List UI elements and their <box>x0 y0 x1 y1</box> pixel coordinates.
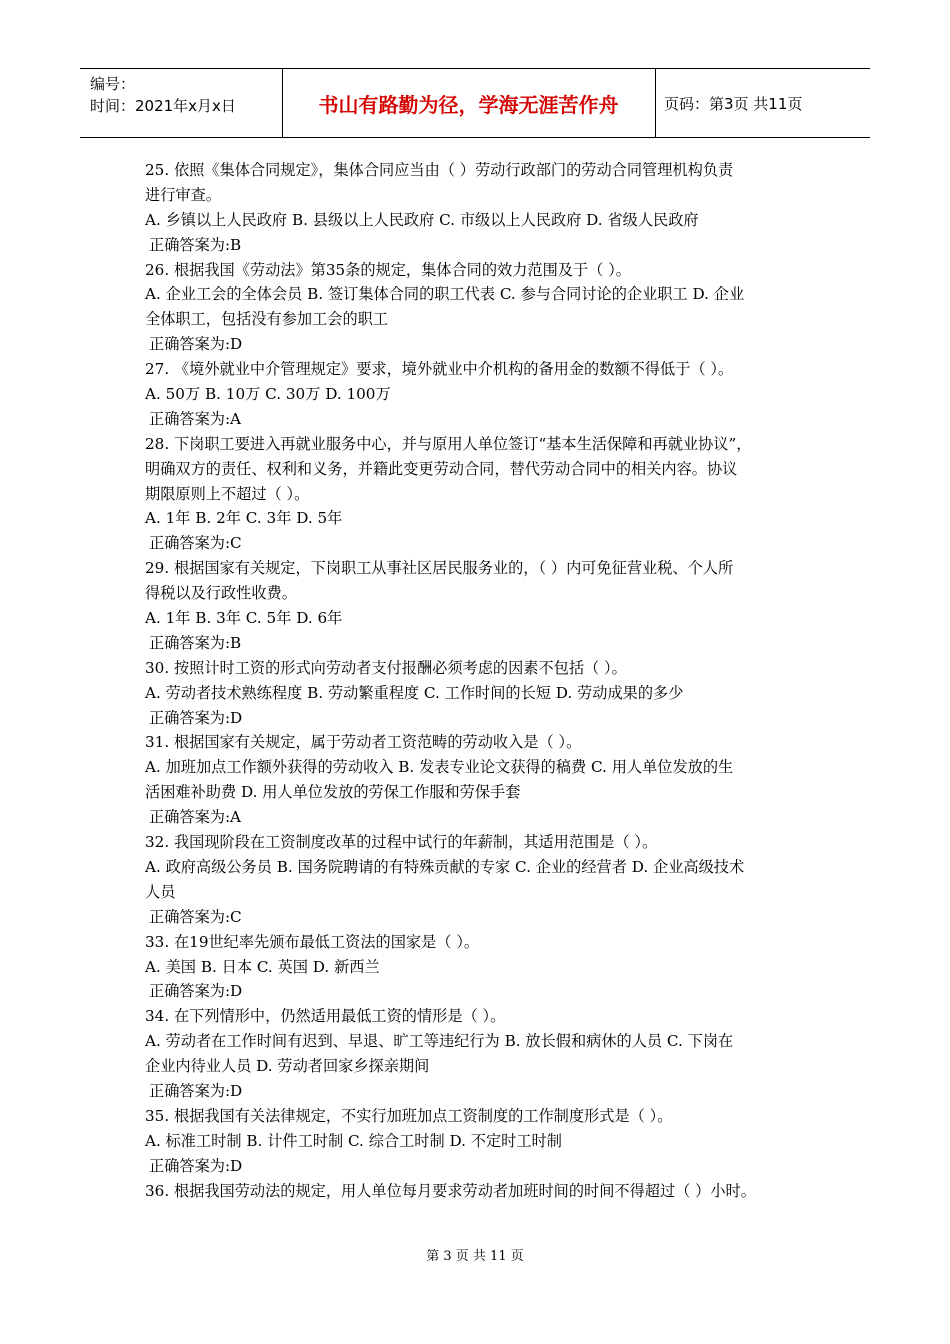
question-line: 进行审查。 <box>145 185 221 204</box>
options-line: A. 加班加点工作额外获得的劳动收入 B. 发表专业论文获得的稿费 C. 用人单位发放的生 <box>145 758 734 777</box>
answer-line: 正确答案为:A <box>149 808 242 827</box>
question-line: 25. 依照《集体合同规定》，集体合同应当由（ ）劳动行政部门的劳动合同管理机构负责 <box>145 161 734 179</box>
answer-line: 正确答案为:D <box>149 1156 243 1175</box>
options-line: A. 标准工时制 B. 计件工时制 C. 综合工时制 D. 不定时工时制 <box>145 1131 562 1150</box>
answer-line: 正确答案为:D <box>149 1081 243 1100</box>
question-line: 明确双方的责任、权利和义务，并籍此变更劳动合同，替代劳动合同中的相关内容。协议 <box>145 459 738 478</box>
options-line: A. 1年 B. 2年 C. 3年 D. 5年 <box>145 509 343 528</box>
options-line: A. 企业工会的全体会员 B. 签订集体合同的职工代表 C. 参与合同讨论的企业职工 D. 企业 <box>145 285 745 304</box>
options-line: A. 美国 B. 日本 C. 英国 D. 新西兰 <box>145 957 380 976</box>
options-line: A. 劳动者技术熟练程度 B. 劳动繁重程度 C. 工作时间的长短 D. 劳动成果的多少 <box>145 683 684 702</box>
options-line: 全体职工，包括没有参加工会的职工 <box>145 310 388 329</box>
answer-line: 正确答案为:D <box>149 982 243 1001</box>
question-line: 35. 根据我国有关法律规定，不实行加班加点工资制度的工作制度形式是（ ）。 <box>145 1106 673 1125</box>
page-footer: 第 3 页 共 11 页 <box>426 1249 524 1264</box>
header-divider <box>655 69 656 137</box>
options-line: 企业内待业人员 D. 劳动者回家乡探亲期间 <box>145 1057 430 1076</box>
question-line: 28. 下岗职工要进入再就业服务中心，并与原用人单位签订“基本生活保障和再就业协议”， <box>145 434 752 453</box>
options-line: A. 政府高级公务员 B. 国务院聘请的有特殊贡献的专家 C. 企业的经营者 D. 企业高级技术 <box>145 857 745 876</box>
header-left <box>90 73 236 117</box>
question-line: 29. 根据国家有关规定，下岗职工从事社区居民服务业的，（ ）内可免征营业税、个人所 <box>145 559 734 578</box>
question-line: 26. 根据我国《劳动法》第35条的规定，集体合同的效力范围及于（ ）。 <box>145 260 631 279</box>
options-line: 活困难补助费 D. 用人单位发放的劳保工作服和劳保手套 <box>145 783 521 802</box>
options-line: 人员 <box>145 882 176 901</box>
page-header <box>80 68 870 138</box>
options-line: A. 乡镇以上人民政府 B. 县级以上人民政府 C. 市级以上人民政府 D. 省级人民政府 <box>145 210 699 229</box>
question-line: 36. 根据我国劳动法的规定，用人单位每月要求劳动者加班时间的时间不得超过（ ）小时。 <box>145 1181 756 1200</box>
answer-line: 正确答案为:C <box>149 907 242 926</box>
options-line: A. 50万 B. 10万 C. 30万 D. 100万 <box>145 385 391 404</box>
question-line: 30. 按照计时工资的形式向劳动者支付报酬必须考虑的因素不包括（ ）。 <box>145 658 627 677</box>
options-line: A. 劳动者在工作时间有迟到、早退、旷工等违纪行为 B. 放长假和病休的人员 C. 下岗在 <box>145 1032 734 1051</box>
answer-line: 正确答案为:A <box>149 409 242 428</box>
answer-line: 正确答案为:C <box>149 534 242 553</box>
answer-line: 正确答案为:B <box>149 633 242 652</box>
question-line: 得税以及行政性收费。 <box>145 584 297 603</box>
question-line: 32. 我国现阶段在工资制度改革的过程中试行的年薪制，其适用范围是（ ）。 <box>145 833 658 852</box>
answer-line: 正确答案为:D <box>149 335 243 354</box>
options-line: A. 1年 B. 3年 C. 5年 D. 6年 <box>145 609 343 628</box>
question-list <box>145 158 820 1203</box>
document-date-label: 时间：2021年x月x日 <box>90 97 236 115</box>
document-number-label: 编号： <box>90 75 136 93</box>
question-line: 34. 在下列情形中，仍然适用最低工资的情形是（ ）。 <box>145 1007 506 1026</box>
answer-line: 正确答案为:D <box>149 708 243 727</box>
question-line: 33. 在19世纪率先颁布最低工资法的国家是（ ）。 <box>145 932 480 951</box>
question-line: 31. 根据国家有关规定，属于劳动者工资范畴的劳动收入是（ ）。 <box>145 733 582 752</box>
answer-line: 正确答案为:B <box>149 235 242 254</box>
header-page-label: 页码：第3页 共11页 <box>664 94 803 113</box>
question-line: 期限原则上不超过（ ）。 <box>145 484 310 503</box>
question-line: 27. 《境外就业中介管理规定》要求，境外就业中介机构的备用金的数额不得低于（ ）。 <box>145 360 734 379</box>
header-motto: 书山有路勤为径，学海无涯苦作舟 <box>318 92 619 117</box>
